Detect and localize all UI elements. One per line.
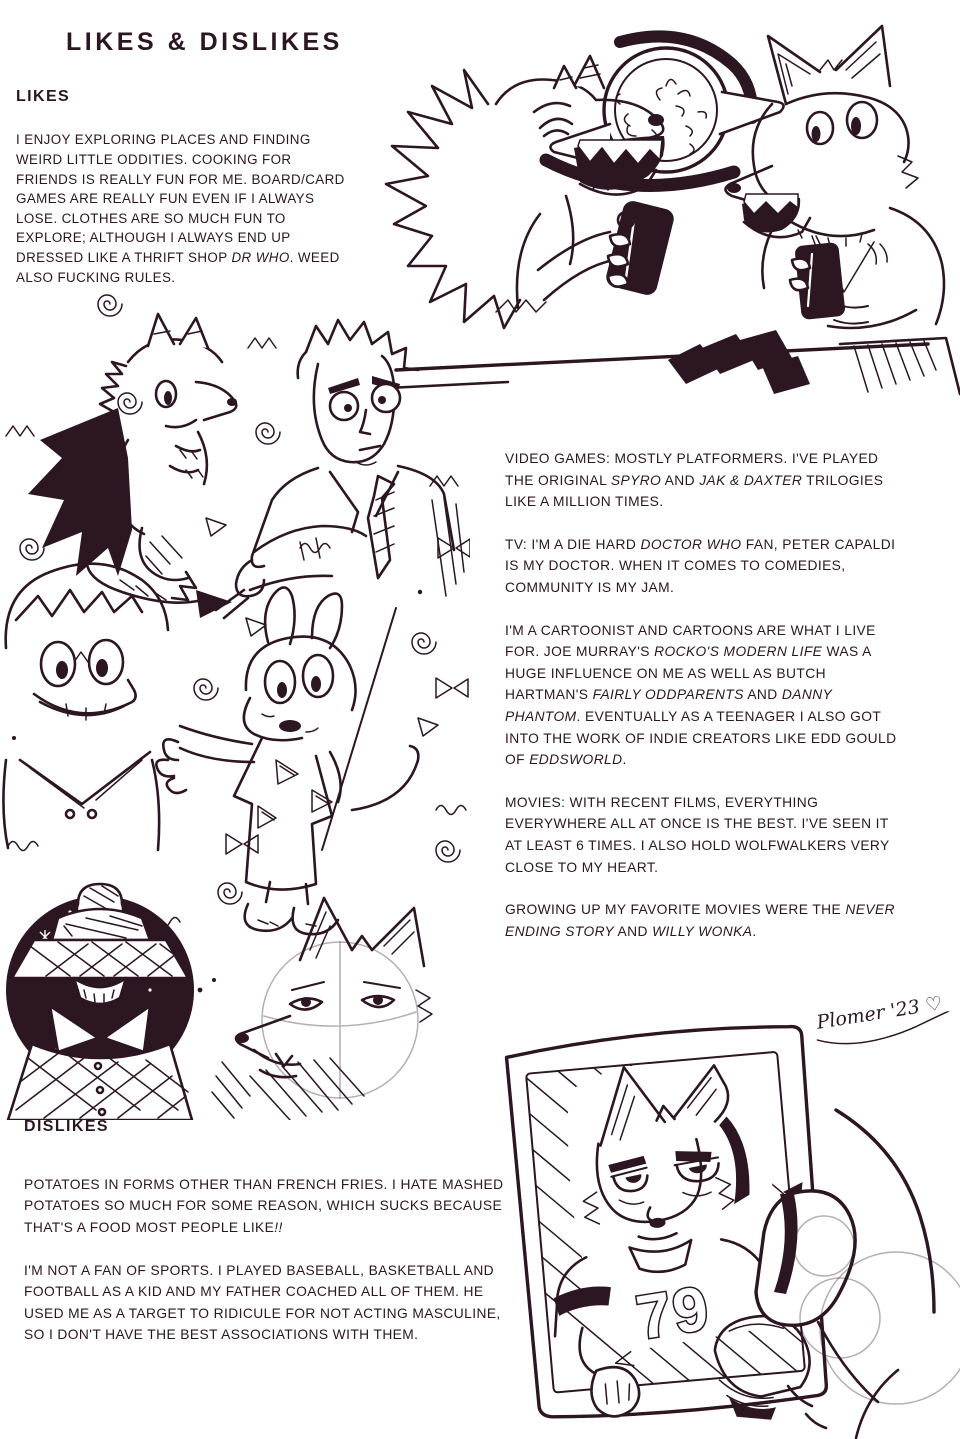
table-and-cards — [388, 330, 960, 394]
signature-text: Plomer '23 ♡ — [815, 992, 945, 1034]
fox-head-sketch — [212, 898, 432, 1120]
media-paragraphs — [505, 448, 901, 963]
playing-cards — [668, 330, 810, 394]
character-collage-illustration — [0, 290, 470, 1120]
jersey-number: 79 — [631, 1273, 715, 1354]
fox-character — [725, 26, 944, 328]
rocko-wallaby — [156, 587, 418, 934]
edd-character — [3, 564, 168, 850]
movies-paragraph: MOVIES: WITH RECENT FILMS, EVERYTHING EVERYWHERE ALL AT ONCE IS THE BEST. I'VE SEEN IT AT LEAST 6 TIMES. I ALSO HOLD WOLFWALKERS VERY CLOSE TO MY HEART. — [505, 794, 890, 875]
trading-card — [488, 1018, 960, 1439]
cartoons-paragraph: I'M A CARTOONIST AND CARTOONS ARE WHAT I LIVE FOR. JOE MURRAY'S ROCKO'S MODERN LIFE WAS A HUGE INFLUENCE ON ME AS WELL AS BUTCH HARTMAN'S FAIRLY ODDPARENTS AND DANNY PHANTOM. EVENTUALLY AS A TEENAGER I ALSO GOT INTO THE WORK OF INDIE CREATORS LIKE EDD GOULD OF EDDSWORLD. — [505, 622, 897, 768]
likes-heading: LIKES — [16, 88, 71, 105]
dislikes-sports-paragraph: I'M NOT A FAN OF SPORTS. I PLAYED BASEBALL, BASKETBALL AND FOOTBALL AS A KID AND MY FATHER COACHED ALL OF THEM. HE USED ME AS A TARGET TO RIDICULE FOR NOT ACTING MASCULINE, SO I DON'T HAVE THE BEST ASSOCIATIONS WITH THEM. — [24, 1262, 501, 1343]
sports-card-illustration — [488, 1018, 960, 1439]
page-title: LIKES & DISLIKES — [66, 28, 343, 56]
spyro-dragon — [28, 314, 237, 618]
hat-figure — [6, 884, 194, 1120]
dislikes-heading: DISLIKES — [24, 1118, 109, 1135]
video-games-paragraph: VIDEO GAMES: MOSTLY PLATFORMERS. I'VE PLAYED THE ORIGINAL SPYRO AND JAK & DAXTER TRILOGIES LIKE A MILLION TIMES. — [505, 451, 884, 510]
dislikes-potatoes-paragraph: POTATOES IN FORMS OTHER THAN FRENCH FRIES. I HATE MASHED POTATOES SO MUCH FOR SOME REASON, WHICH SUCKS BECAUSE THAT'S A FOOD MOST PEOPLE LIKE!! — [24, 1176, 504, 1235]
doctor-who-man — [216, 320, 464, 618]
likes-intro-paragraph: I ENJOY EXPLORING PLACES AND FINDING WEIRD LITTLE ODDITIES. COOKING FOR FRIENDS IS REALLY FUN FOR ME. BOARD/CARD GAMES ARE REALLY FUN EVEN IF I ALWAYS LOSE. CLOTHES ARE SO MUCH FUN TO EXPLORE; ALTHOUGH I ALWAYS END UP DRESSED LIKE A THRIFT SHOP DR WHO. WEED ALSO FUCKING RULES. — [16, 132, 345, 285]
tv-paragraph: TV: I'M A DIE HARD DOCTOR WHO FAN, PETER CAPALDI IS MY DOCTOR. WHEN IT COMES TO COMEDIES, COMMUNITY IS MY JAM. — [505, 536, 896, 595]
childhood-movies-paragraph: GROWING UP MY FAVORITE MOVIES WERE THE NEVER ENDING STORY AND WILLY WONKA. — [505, 902, 895, 939]
